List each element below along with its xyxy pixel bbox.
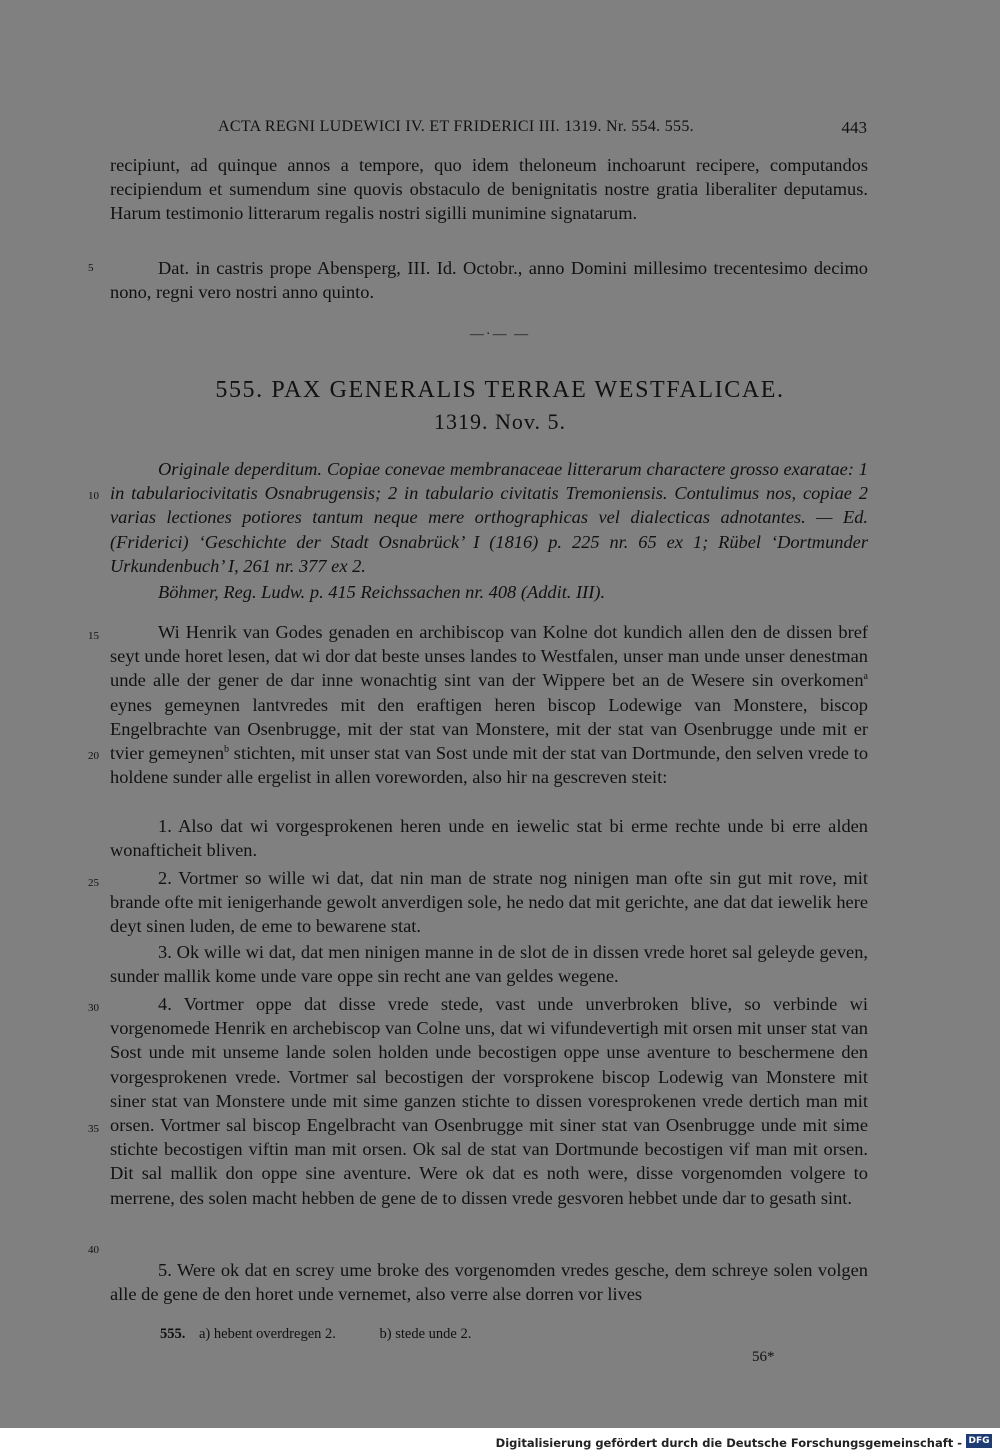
funding-banner: [0, 1428, 1000, 1456]
section-2: 2. Vortmer so wille wi dat, dat nin man de strate nog ninigen man ofte sin gut mit rove, mit brande ofte mit ienigerhande gewolt anverdigen sole, he nedo dat mit gerichte, ane dat dat iewelik here deyt sinen luden, de eme to bewarene stat.: [110, 868, 868, 937]
running-title: ACTA REGNI LUDEWICI IV. ET FRIDERICI III. 1319. Nr. 554. 555.: [218, 118, 694, 135]
section-divider: —·— —: [469, 327, 531, 342]
apparatus-note: Originale deperditum. Copiae conevae membranaceae litterarum charactere grosso exaratae: 1 in tabulariocivitatis Osnabrugensis; 2 in tabulario civitatis Tremoniensis. Contulimus nos, copiae 2 varias lectiones potiores tantum neque mere orthographicas vel dialecticas adnotantes. — Ed. (Friderici) ‘Geschichte der Stadt Osnabrück’ I (1816) p. 225 nr. 65 ex 1; Rübel ‘Dortmunder Urkundenbuch’ I, 261 nr. 377 ex 2.: [110, 459, 868, 576]
line-number: 5: [88, 262, 94, 274]
signature-mark: 56*: [752, 1349, 775, 1365]
running-header: [0, 118, 1000, 140]
section-4: 4. Vortmer oppe dat disse vrede stede, vast unde unverbroken blive, so verbinde wi vorgenomede Henrik en archebiscop van Colne uns, dat wi vifundevertigh mit orsen mit unser stat van Sost unde mit unseme lande solen holden unde becostigen oppe unse aventure to beschermene den vorgesprokenen vrede. Vortmer sal becostigen der vorsprokene biscop Lodewig van Monstere mit siner stat van Monstere unde mit sime ganzen stichte to dissen voresprokenen vrede dertich man mit orsen. Vortmer sal biscop Engelbracht van Osenbrugge mit siner stat van Osenbrugge unde mit sime stichte becostigen viftin man mit orsen. Ok sal de stat van Dortmunde becostigen vif man mit orsen. Dit sal mallik don oppe sine aventure. Were ok dat es noth were, disse vorgenomden volgere to merrene, des solen macht hebben de gene de to dissen vrede gesvoren hebbet unde dar to gesath sint.: [110, 994, 868, 1208]
line-number: 15: [88, 630, 99, 642]
charter-intro: [110, 620, 868, 789]
charter-intro-part: Wi Henrik van Godes genaden en archibiscop van Kolne dot kundich allen den de dissen bref seyt unde horet lesen, dat wi dor dat beste unses landes to Westfalen, unser man unde unser denestman unde alle der gener de dar inne wonachtig sint van der Wippere bet an de Wesere sin overkomen: [110, 622, 868, 691]
regest-reference: Böhmer, Reg. Ludw. p. 415 Reichssachen nr. 408 (Addit. III).: [158, 582, 606, 602]
document-date: 1319. Nov. 5.: [434, 409, 566, 434]
charter-intro-part: eynes gemeynen lantvredes mit den eraftigen heren biscop Lodewige van Monstere, biscop Engelbrachte van Osenbrugge, mit der stat van Monstere, mit der stat van Osenbrugge unde mit er tvier gemeynen: [110, 694, 868, 764]
line-number: 35: [88, 1123, 99, 1135]
document-title: 555. PAX GENERALIS TERRAE WESTFALICAE.: [215, 377, 785, 403]
line-number: 40: [88, 1244, 99, 1256]
line-number: 10: [88, 490, 99, 502]
line-number: 30: [88, 1002, 99, 1014]
section-5: 5. Were ok dat en screy ume broke des vorgenomden vredes gesche, dem schreye solen volgen alle de gene de den horet unde vernemet, also verre alse dorren vor lives: [110, 1260, 868, 1305]
previous-document-text: recipiunt, ad quinque annos a tempore, quo idem theloneum inchoarunt recipere, computandos recipiendum et sumendum sine quovis obstaculo de benignitatis nostre gratia liberaliter deputamus. Harum testimonio litterarum regalis nostri sigilli munimine signatarum.: [110, 155, 868, 224]
funding-text: Digitalisierung gefördert durch die Deutsche Forschungsgemeinschaft -: [495, 1436, 962, 1450]
footnote-document-id: 555.: [160, 1326, 186, 1342]
page-number: 443: [841, 118, 867, 137]
footnote-a: a) hebent overdregen 2.: [199, 1326, 336, 1342]
charter-intro-part: stichten, mit unser stat van Sost unde mit der stat van Dortmunde, den selven vrede to holdene sunder alle ergelist in allen voreworden, also hir na gescreven steit:: [110, 743, 869, 788]
footnote-marker-a: a: [863, 671, 868, 683]
dfg-logo: DFG: [966, 1434, 992, 1448]
section-1: 1. Also dat wi vorgesprokenen heren unde en iewelic stat bi erme rechte unde bi erre alden wonafticheit bliven.: [110, 816, 868, 861]
line-number: 20: [88, 750, 99, 762]
footnote-marker-b: b: [224, 743, 230, 755]
previous-document-dating: Dat. in castris prope Abensperg, III. Id. Octobr., anno Domini millesimo trecentesimo decimo nono, regni vero nostri anno quinto.: [110, 258, 868, 303]
section-3: 3. Ok wille wi dat, dat men ninigen manne in de slot de in dissen vrede horet sal geleyde geven, sunder mallik kome unde vare oppe sin recht ane van geldes wegene.: [110, 942, 868, 987]
footnote-b: b) stede unde 2.: [379, 1326, 472, 1342]
footnotes: [160, 1326, 471, 1343]
line-number: 25: [88, 877, 99, 889]
